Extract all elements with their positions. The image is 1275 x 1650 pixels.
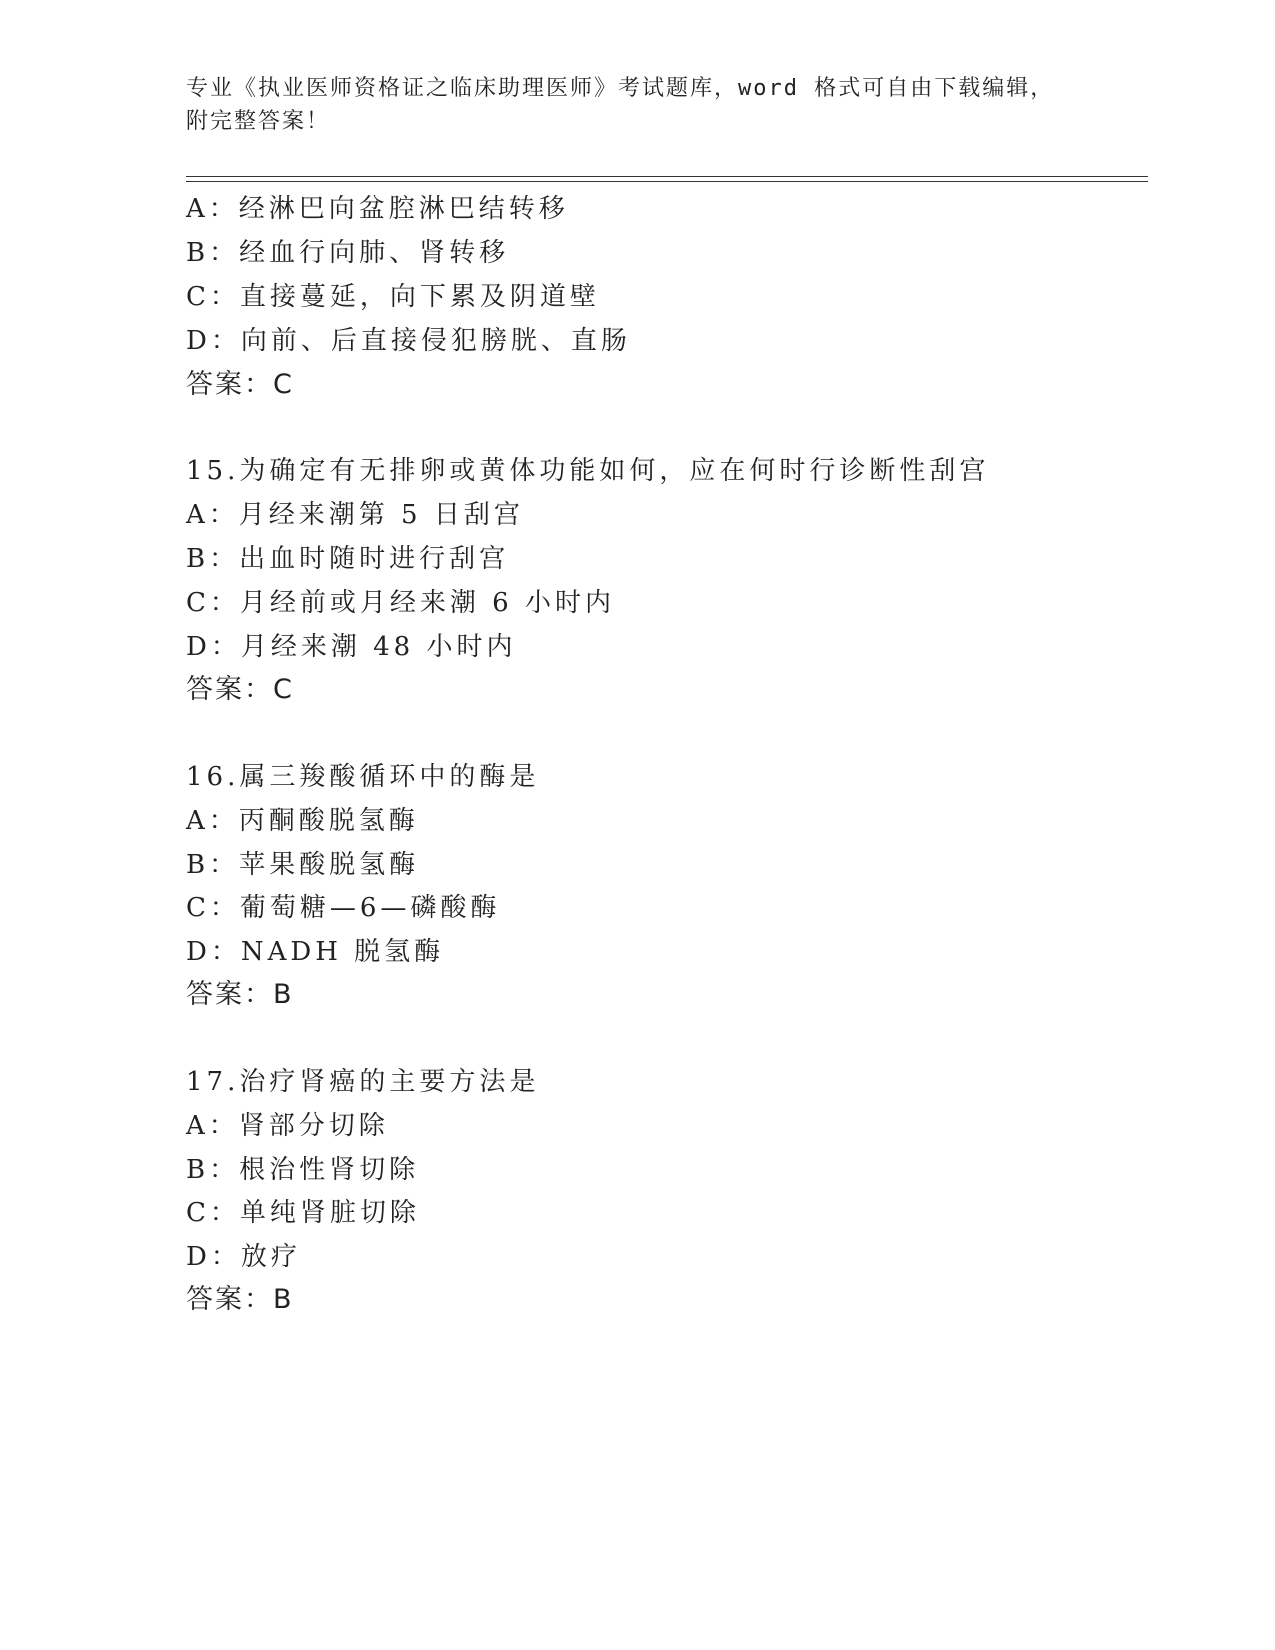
header-divider-bottom [186,181,1148,182]
document-header [186,72,1066,138]
option-a: A：月经来潮第 5 日刮宫 [186,500,524,530]
option-b: B：苹果酸脱氢酶 [186,850,420,880]
answer-line: 答案：B [186,1284,294,1315]
option-d: D：NADH 脱氢酶 [186,937,445,967]
question-17: 17.治疗肾癌的主要方法是 [186,1067,540,1097]
answer-line: 答案：C [186,674,294,705]
question-15: 15.为确定有无排卵或黄体功能如何，应在何时行诊断性刮宫 [186,456,990,486]
header-divider-top [186,176,1148,177]
option-b: B：根治性肾切除 [186,1155,420,1185]
option-a: A：丙酮酸脱氢酶 [186,806,419,836]
option-b: B：经血行向肺、肾转移 [186,238,510,268]
option-c: C：葡萄糖—6—磷酸酶 [186,893,501,923]
answer-line: 答案：C [186,369,294,400]
question-16: 16.属三羧酸循环中的酶是 [186,762,540,792]
option-b: B：出血时随时进行刮宫 [186,544,510,574]
option-a: A：经淋巴向盆腔淋巴结转移 [186,194,569,224]
option-c: C：月经前或月经来潮 6 小时内 [186,588,615,618]
header-line-1: 专业《执业医师资格证之临床助理医师》考试题库，word 格式可自由下载编辑， [186,76,1055,101]
option-d: D：向前、后直接侵犯膀胱、直肠 [186,326,631,356]
option-c: C：单纯肾脏切除 [186,1198,420,1228]
option-c: C：直接蔓延，向下累及阴道壁 [186,282,600,312]
header-line-2: 附完整答案！ [186,109,331,134]
option-d: D：放疗 [186,1242,301,1272]
answer-line: 答案：B [186,979,294,1010]
option-a: A：肾部分切除 [186,1111,389,1141]
option-d: D：月经来潮 48 小时内 [186,632,517,662]
